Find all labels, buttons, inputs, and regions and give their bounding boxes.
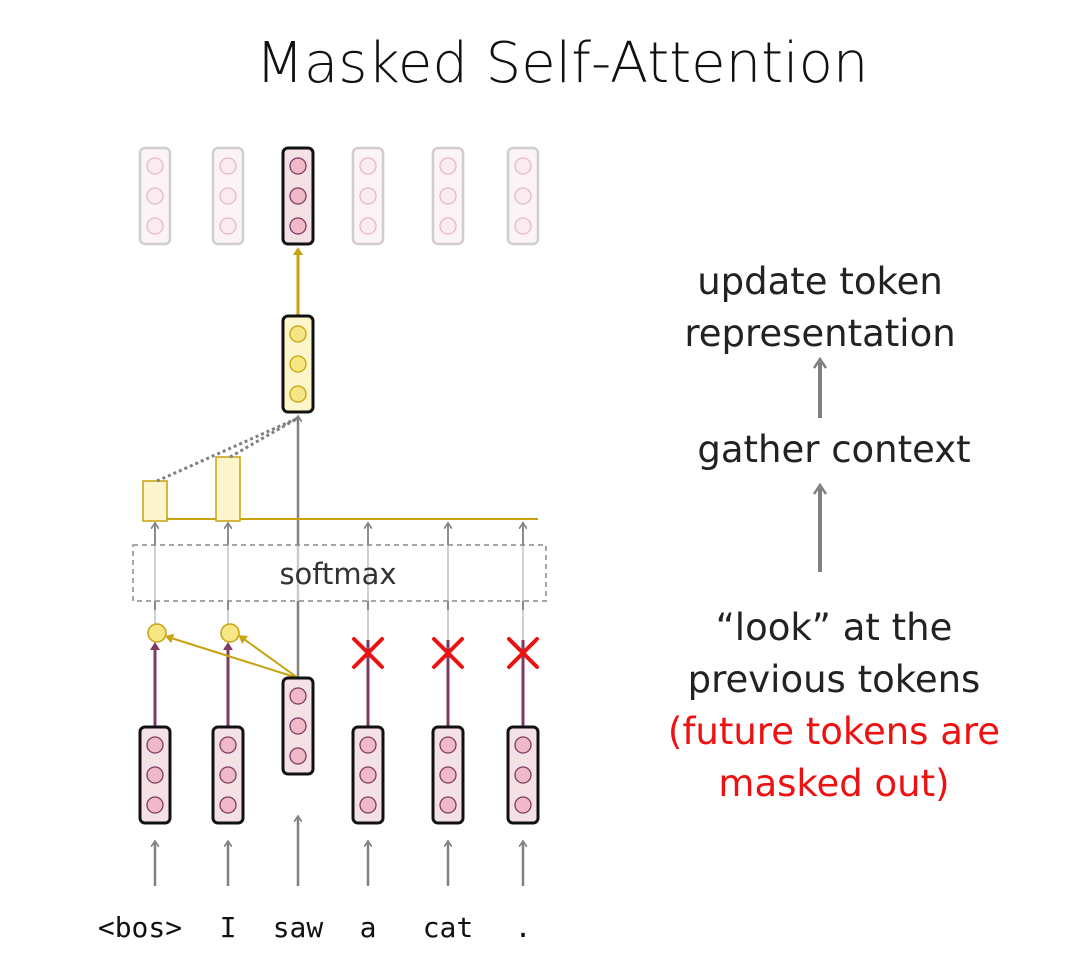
input-vector-5 xyxy=(508,727,538,823)
input-vector-0-dot-1 xyxy=(147,737,163,753)
input-vector-4-dot-1 xyxy=(440,737,456,753)
input-vector-1-dot-1 xyxy=(220,737,236,753)
masked-note-line1: (future tokens are xyxy=(667,710,1001,753)
output-vector-2 xyxy=(283,148,313,244)
query-arrow-1 xyxy=(241,637,298,678)
output-vector-0-dot-3 xyxy=(147,218,163,234)
output-vector-5-dot-1 xyxy=(515,158,531,174)
token-label-0: <bos> xyxy=(97,911,183,944)
attention-score-dot-1 xyxy=(221,624,239,642)
output-vector-2-dot-1 xyxy=(290,158,306,174)
input-vector-2-dot-3 xyxy=(290,748,306,764)
token-label-5: . xyxy=(514,911,532,944)
input-vector-3-dot-1 xyxy=(360,737,376,753)
output-vector-3 xyxy=(353,148,383,244)
softmax-label: softmax xyxy=(279,557,397,591)
output-vector-1-dot-1 xyxy=(220,158,236,174)
output-vector-1-dot-2 xyxy=(220,188,236,204)
output-vector-3-dot-1 xyxy=(360,158,376,174)
input-vector-1 xyxy=(213,727,243,823)
input-vector-3-dot-2 xyxy=(360,767,376,783)
input-vector-2-dot-2 xyxy=(290,718,306,734)
context-vector-dot-2 xyxy=(290,356,306,372)
input-vector-5-dot-1 xyxy=(515,737,531,753)
diagram-title: Masked Self-Attention xyxy=(255,31,869,96)
context-vector-dot-1 xyxy=(290,326,306,342)
token-label-4: cat xyxy=(422,911,474,944)
output-vector-4 xyxy=(433,148,463,244)
input-vector-0 xyxy=(140,727,170,823)
output-vector-4-dot-3 xyxy=(440,218,456,234)
input-vector-4-dot-3 xyxy=(440,797,456,813)
token-label-3: a xyxy=(359,911,377,944)
step-look-line1: “look” at the xyxy=(715,606,953,649)
input-vector-3-dot-3 xyxy=(360,797,376,813)
input-vector-3 xyxy=(353,727,383,823)
output-vector-5-dot-2 xyxy=(515,188,531,204)
input-vector-2 xyxy=(283,678,313,774)
output-vector-1-dot-3 xyxy=(220,218,236,234)
softmax-box xyxy=(133,545,546,601)
step-update-line2: representation xyxy=(684,312,956,355)
output-vector-0 xyxy=(140,148,170,244)
step-update-line1: update token xyxy=(697,260,943,303)
output-vector-5 xyxy=(508,148,538,244)
attention-score-dot-0 xyxy=(148,624,166,642)
input-vector-2-dot-1 xyxy=(290,688,306,704)
context-vector-dot-3 xyxy=(290,386,306,402)
input-vector-5-dot-3 xyxy=(515,797,531,813)
token-vectors xyxy=(140,148,538,823)
output-vector-1 xyxy=(213,148,243,244)
output-vector-4-dot-1 xyxy=(440,158,456,174)
query-arrow-0 xyxy=(168,637,298,678)
output-vector-5-dot-3 xyxy=(515,218,531,234)
token-labels xyxy=(98,911,532,944)
masked-note-line2: masked out) xyxy=(718,762,950,805)
output-vector-3-dot-3 xyxy=(360,218,376,234)
input-vector-0-dot-3 xyxy=(147,797,163,813)
token-label-1: I xyxy=(219,911,237,944)
attention-weight-bar-0 xyxy=(143,481,167,521)
weighted-sum-line-1 xyxy=(230,418,298,457)
token-label-2: saw xyxy=(272,911,324,944)
input-vector-4 xyxy=(433,727,463,823)
input-vector-0-dot-2 xyxy=(147,767,163,783)
context-vector xyxy=(283,316,313,412)
output-vector-2-dot-2 xyxy=(290,188,306,204)
output-vector-2-dot-3 xyxy=(290,218,306,234)
input-vector-4-dot-2 xyxy=(440,767,456,783)
output-vector-4-dot-2 xyxy=(440,188,456,204)
input-vector-1-dot-2 xyxy=(220,767,236,783)
input-vector-1-dot-3 xyxy=(220,797,236,813)
output-vector-3-dot-2 xyxy=(360,188,376,204)
step-look-line2: previous tokens xyxy=(687,658,981,701)
step-gather: gather context xyxy=(697,428,971,471)
input-vector-5-dot-2 xyxy=(515,767,531,783)
attention-weight-bar-1 xyxy=(216,457,240,521)
output-vector-0-dot-1 xyxy=(147,158,163,174)
process-steps xyxy=(668,260,1000,805)
output-vector-0-dot-2 xyxy=(147,188,163,204)
